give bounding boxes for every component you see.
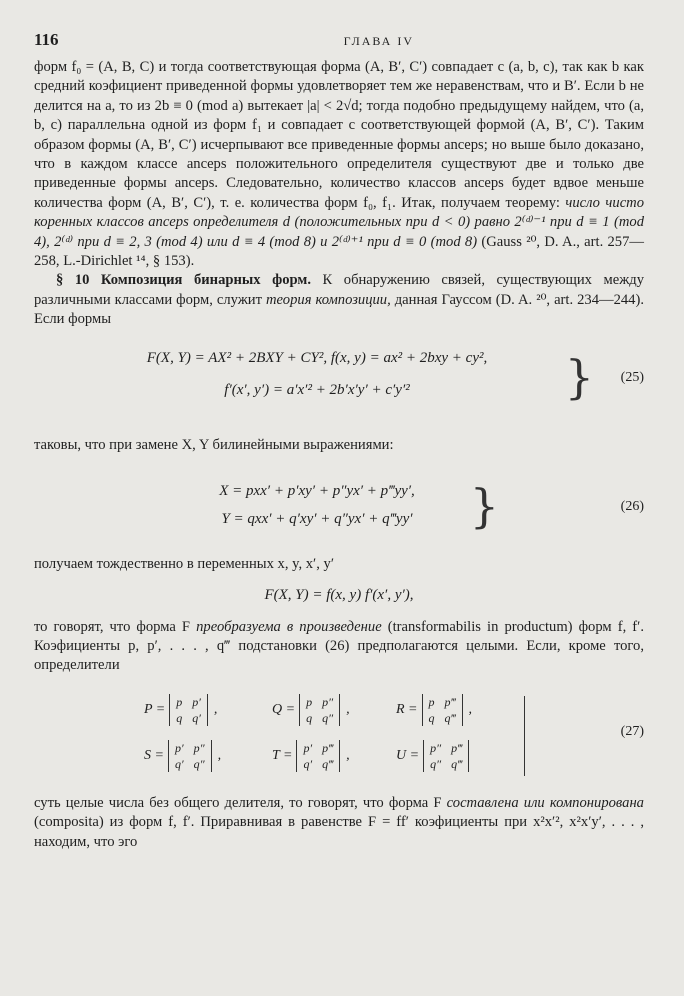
determinant-s: S = p′ p″ q′ q″ , <box>144 740 222 771</box>
theorem-reference: (Gauss ²⁰, D. A., art. 257—258, L.-Dirichlet ¹⁴, § 153). <box>34 233 644 270</box>
equation-27-bar <box>524 696 525 776</box>
section-text-continued: данная Гауссом (D. A. ²⁰, art. 234—244). Если формы <box>34 291 644 328</box>
paragraph-text-continued: (transformabilis in productum) форм f, f′. Коэфициенты p, p′, . . . , q‴ подстановки (26) предполагаются целыми. Если, кроме того, определители <box>34 618 644 674</box>
equation-27-number: (27) <box>620 723 644 739</box>
paragraph-transformabilis <box>34 618 644 676</box>
term-composed: составлена или компонирована <box>446 794 644 811</box>
equation-27 <box>34 688 644 780</box>
section-term: теория композиции, <box>265 291 391 308</box>
paragraph-composition-intro <box>34 271 644 329</box>
equation-25-line-1: F(X, Y) = AX² + 2BXY + CY², f(x, y) = ax² + 2bxy + cy², <box>146 349 488 366</box>
determinant-u: U = p″ p‴ q″ q‴ <box>396 740 475 772</box>
paragraph-composita <box>34 794 644 852</box>
section-title: § 10 Композиция бинарных форм. <box>56 272 311 289</box>
equation-26-line-2: Y = qxx′ + q′xy′ + q″yx′ + q‴yy′ <box>221 511 413 528</box>
theorem-statement: число чисто коренных классов anceps определителя d (положительных при d < 0) равно 2⁽ᵈ⁾⁻¹ при d ≡ 1 (mod 4), 2⁽ᵈ⁾ при d ≡ 2, 3 (mod 4) или d ≡ 4 (mod 8) и 2⁽ᵈ⁾⁺¹ при d ≡ 0 (mod 8) <box>34 194 645 250</box>
equation-25-line-2: f′(x′, y′) = a′x′² + 2b′x′y′ + c′y′² <box>224 381 410 398</box>
determinant-q: Q = p p″ q q″ , <box>272 694 350 725</box>
equation-26-line-1: X = pxx′ + p′xy′ + p″yx′ + p‴yy′, <box>219 483 415 500</box>
running-head: ГЛАВА IV <box>343 34 414 48</box>
determinant-r: R = p p‴ q q‴ , <box>396 694 473 725</box>
text-after-26: получаем тождественно в переменных x, y, x′, y′ <box>34 556 335 573</box>
determinant-t: T = p′ p‴ q′ q‴ , <box>272 740 350 771</box>
paragraph-text: суть целые числа без общего делителя, то говорят, что форма F <box>34 794 442 811</box>
determinant-p: P = p p′ q q′ , <box>144 694 218 725</box>
text-after-25: таковы, что при замене X, Y билинейными выражениями: <box>34 436 394 453</box>
equation-26-number: (26) <box>620 499 644 515</box>
term-transformable: преобразуема в произведение <box>196 618 382 635</box>
equation-product: F(X, Y) = f(x, y) f′(x′, y′), <box>264 586 414 603</box>
equation-25-brace: } <box>564 349 594 404</box>
paragraph-text: то говорят, что форма F <box>34 618 191 635</box>
paragraph-text-continued: (composita) из форм f, f′. Приравнивая в равенстве F = ff′ коэфициенты при x²x′², x²x′y′, . . . , находим, что эго <box>34 814 644 850</box>
paragraph-text: форм f₀ = (A, B, C) и тогда соответствующая форма (A, B′, C′) совпадает с (a, b, c), так как b как средний коэфициент приведенной формы удовлетворяет тем же неравенствам, что и B′. Если b не делится на a, то из 2b ≡ 0 (mod a) вытекает |a| < 2√d; тогда подобно предыдущему найдем, что (a, b, c) параллельна одной из форм f₁ и совпадает с соответствующей формой (A, B′, C′). Таким образом формы (A, B′, C′) исчерпывают все приведенные формы anceps; но выше было доказано, что в каждом классе anceps положительного определителя существуют две и только две приведенные формы anceps. Следовательно, количество классов anceps будет вдвое меньше количества форм (A, B′, C′), т. е. количества форм f₀, f₁. Итак, получаем теорему: <box>34 59 644 211</box>
paragraph-anceps-forms <box>34 58 644 271</box>
section-text: К обнаружению связей, существующих между различными классами форм, служит <box>34 272 644 308</box>
equation-25-number: (25) <box>620 369 644 385</box>
page-number: 116 <box>34 30 59 49</box>
equation-26-brace: } <box>469 479 499 534</box>
equation-25 <box>34 340 644 426</box>
equation-26 <box>34 465 644 545</box>
page-header <box>34 30 644 58</box>
